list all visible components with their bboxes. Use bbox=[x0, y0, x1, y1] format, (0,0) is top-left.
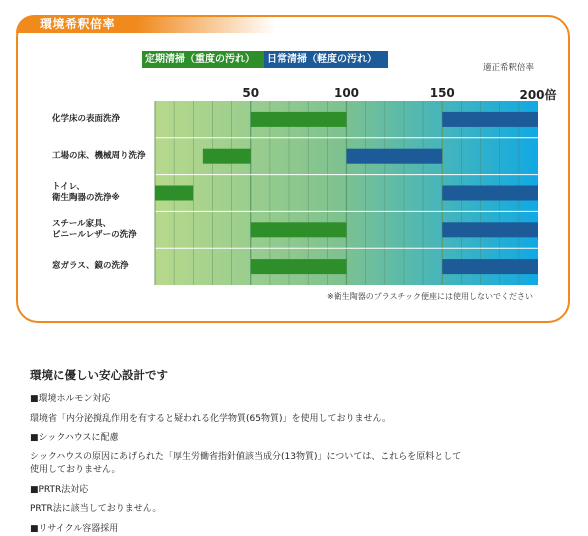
y-category-label bbox=[52, 182, 120, 204]
bar-daily bbox=[442, 186, 538, 201]
unit-label: 適正希釈倍率 bbox=[483, 63, 535, 73]
bar-periodic bbox=[251, 112, 347, 127]
bar-periodic bbox=[203, 149, 251, 164]
y-category-label-line: 窓ガラス、鏡の洗浄 bbox=[52, 261, 129, 272]
bar-periodic bbox=[251, 259, 347, 274]
footnote: ※衛生陶器のプラスチック便座には使用しないでください bbox=[327, 292, 534, 301]
legend-daily: 日常清掃（軽度の汚れ） bbox=[264, 51, 388, 68]
x-tick-label: 150 bbox=[429, 86, 455, 100]
bar-daily bbox=[442, 259, 538, 274]
bar-periodic bbox=[251, 222, 347, 237]
y-category-label bbox=[52, 219, 137, 241]
info-text: シックハウスの原因にあげられた「厚生労働省指針値該当成分(13物質)」については、これらを原料として bbox=[30, 452, 462, 462]
bar-periodic bbox=[155, 186, 193, 201]
bar-daily bbox=[347, 149, 443, 164]
y-category-label-line: トイレ、 bbox=[52, 182, 85, 192]
info-heading: ■リサイクル容器採用 bbox=[30, 524, 119, 534]
info-text: PRTR法に該当しておりません。 bbox=[30, 504, 162, 514]
y-category-label-line: スチール家具、 bbox=[52, 218, 112, 229]
info-text: 環境省「内分泌撹乱作用を有すると疑われる化学物質(65物質)」を使用しておりません。 bbox=[30, 414, 392, 424]
info-heading: ■PRTR法対応 bbox=[30, 485, 89, 495]
panel-title: 環境希釈倍率 bbox=[40, 17, 116, 31]
y-category-label-line: 衛生陶器の洗浄※ bbox=[52, 193, 120, 203]
info-heading: ■環境ホルモン対応 bbox=[30, 394, 111, 404]
x-tick-label: 100 bbox=[333, 86, 360, 100]
y-category-label-line: 化学床の表面洗浄 bbox=[52, 113, 121, 124]
legend-periodic: 定期清掃（重度の汚れ） bbox=[142, 51, 267, 68]
y-category-label bbox=[52, 114, 120, 125]
y-category-label bbox=[52, 261, 129, 272]
x-tick-label: 50 bbox=[242, 86, 260, 100]
y-category-label-line: ビニールレザーの洗浄 bbox=[52, 229, 137, 240]
info-text: 使用しておりません。 bbox=[30, 465, 121, 475]
x-tick-label: 200倍 bbox=[519, 88, 557, 102]
info-heading: ■シックハウスに配慮 bbox=[30, 433, 119, 443]
info-title: 環境に優しい安心設計です bbox=[30, 368, 168, 382]
bar-daily bbox=[442, 112, 538, 127]
bar-daily bbox=[442, 222, 538, 237]
y-category-label-line: 工場の床、機械周り洗浄 bbox=[52, 150, 146, 161]
y-category-label bbox=[52, 151, 146, 162]
